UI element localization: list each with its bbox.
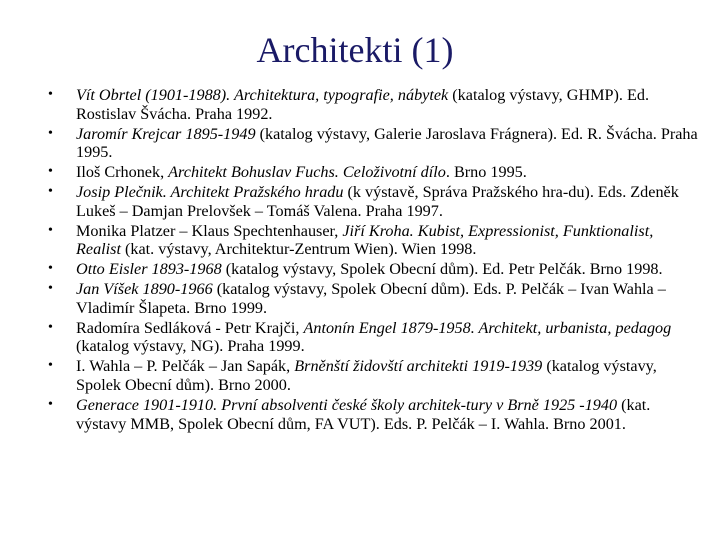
bullet-icon: • bbox=[48, 281, 53, 297]
italic-title-text: Antonín Engel 1879-1958. Architekt, urbanista, pedagog bbox=[303, 318, 672, 337]
bibliography-item bbox=[48, 125, 700, 162]
bullet-icon: • bbox=[48, 164, 53, 180]
bullet-icon: • bbox=[48, 184, 53, 200]
citation-text: (k výstavě, Správa Pražského hra-du). Eds. Zdeněk Lukeš – Damjan Prelovšek – Tomáš Valena. Praha 1997. bbox=[76, 183, 679, 220]
citation-text: (katalog výstavy, Spolek Obecní dům). Eds. P. Pelčák – Ivan Wahla – Vladimír Šlapeta. Brno 1999. bbox=[76, 280, 666, 317]
bibliography-item bbox=[48, 319, 700, 356]
italic-title-text: Jaromír Krejcar 1895-1949 bbox=[76, 124, 256, 143]
italic-title-text: Jan Víšek 1890-1966 bbox=[76, 280, 213, 299]
citation-text: (katalog výstavy, Galerie Jaroslava Frágnera). Ed. R. Švácha. Praha 1995. bbox=[76, 124, 698, 162]
bibliography-item bbox=[48, 163, 700, 182]
citation-text: (kat. výstavy, Architektur-Zentrum Wien). Wien 1998. bbox=[120, 240, 477, 259]
bullet-icon: • bbox=[48, 87, 53, 102]
italic-title-text: Jiří Kroha. Kubist, Expressionist, Funktionalist, Realist bbox=[76, 221, 654, 259]
citation-text: . Brno 1995. bbox=[445, 163, 527, 182]
bullet-icon: • bbox=[48, 261, 53, 277]
italic-title-text: Josip Plečnik. Architekt Pražského hradu bbox=[76, 183, 344, 202]
citation-text: (katalog výstavy, Spolek Obecní dům). Ed. Petr Pelčák. Brno 1998. bbox=[221, 260, 663, 279]
bibliography-item bbox=[48, 357, 700, 394]
citation-text: (katalog výstavy, Spolek Obecní dům). Brno 2000. bbox=[76, 357, 657, 395]
bullet-icon: • bbox=[48, 319, 53, 335]
bibliography-item bbox=[48, 222, 700, 259]
italic-title-text: Architekt Bohuslav Fuchs. Celoživotní dílo bbox=[168, 163, 446, 182]
bibliography-item bbox=[48, 86, 700, 123]
bullet-icon: • bbox=[48, 397, 53, 413]
slide-title: Architekti (1) bbox=[256, 30, 454, 70]
citation-text: (kat. výstavy MMB, Spolek Obecní dům, FA VUT). Eds. P. Pelčák – I. Wahla. Brno 2001. bbox=[76, 396, 651, 433]
bullet-icon: • bbox=[48, 125, 53, 141]
italic-title-text: Generace 1901-1910. První absolventi české školy architek-tury v Brně 1925 -1940 bbox=[76, 396, 618, 415]
bibliography-item bbox=[48, 396, 700, 433]
bibliography-item bbox=[48, 183, 700, 220]
bibliography-item bbox=[48, 260, 700, 279]
citation-text: Monika Platzer – Klaus Spechtenhauser, bbox=[76, 221, 343, 240]
citation-text: Iloš Crhonek, bbox=[76, 163, 169, 182]
italic-title-text: Otto Eisler 1893-1968 bbox=[76, 260, 222, 279]
citation-text: (katalog výstavy, GHMP). Ed. Rostislav Švácha. Praha 1992. bbox=[76, 86, 650, 123]
italic-title-text: Brněnští židovští architekti 1919-1939 bbox=[294, 357, 543, 376]
citation-text: (katalog výstavy, NG). Praha 1999. bbox=[76, 337, 305, 356]
citation-text: I. Wahla – P. Pelčák – Jan Sapák, bbox=[76, 357, 295, 376]
bullet-icon: • bbox=[48, 358, 53, 374]
bibliography-item bbox=[48, 280, 700, 317]
italic-title-text: Vít Obrtel (1901-1988). Architektura, typografie, nábytek bbox=[76, 86, 449, 104]
bibliography-list bbox=[48, 86, 700, 435]
citation-text: Radomíra Sedláková - Petr Krajči, bbox=[76, 318, 304, 337]
bullet-icon: • bbox=[48, 222, 53, 238]
